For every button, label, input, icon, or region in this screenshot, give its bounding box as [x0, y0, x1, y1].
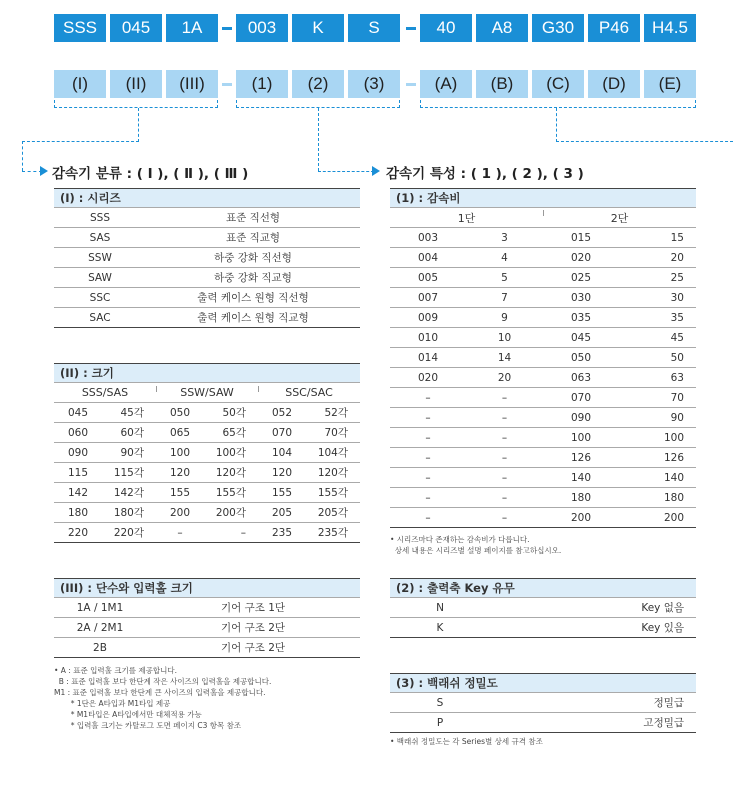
- table-cell: 070: [271, 426, 293, 439]
- table-cell: 출력 케이스 원형 직선형: [197, 292, 309, 304]
- table-cell: 1A / 1M1: [76, 601, 124, 614]
- table-row: [390, 228, 696, 248]
- table-cell: –: [501, 451, 508, 464]
- label-b: (B): [476, 70, 528, 98]
- table-cell: 15: [670, 231, 684, 244]
- table-cell: 63: [670, 371, 684, 384]
- table-cell: 9: [501, 311, 508, 324]
- table-cell: 100: [663, 431, 684, 444]
- table-row: [54, 403, 360, 423]
- table-cell: 120: [169, 466, 191, 479]
- table-cell: 기어 구조 1단: [220, 602, 286, 614]
- table-cell: 009: [417, 311, 439, 324]
- table-cell: P: [436, 716, 444, 729]
- code-stage: 1A: [166, 14, 218, 42]
- table-row: [390, 308, 696, 328]
- table-cell: 20: [497, 371, 512, 384]
- table-row: [390, 248, 696, 268]
- table-row: [390, 508, 696, 528]
- table-cell: 4: [501, 251, 508, 264]
- label-iii: (III): [166, 70, 218, 98]
- table-row: [54, 638, 360, 658]
- table-row: [390, 268, 696, 288]
- table-row: [54, 308, 360, 328]
- table-cell: SAS: [89, 231, 111, 244]
- right-section-title: 감속기 특성 : ( 1 ), ( 2 ), ( 3 ): [386, 166, 584, 182]
- stage-table: [54, 578, 360, 658]
- table-cell: 정밀급: [653, 697, 684, 709]
- table-cell: 155: [271, 486, 293, 499]
- table-row: [390, 368, 696, 388]
- table-cell: –: [425, 411, 431, 424]
- code-c: G30: [532, 14, 584, 42]
- table-cell: 하중 강화 직교형: [214, 272, 292, 284]
- table-cell: 52각: [324, 407, 348, 419]
- table-cell: SAC: [89, 311, 111, 324]
- left-section-title: 감속기 분류 : ( Ⅰ ), ( Ⅱ ), ( Ⅲ ): [52, 166, 249, 182]
- table-row: [390, 598, 696, 618]
- group-header: SSS/SAS: [81, 386, 129, 399]
- connector-line: [556, 108, 557, 142]
- key-table-title: (2) : 출력축 Key 유무: [390, 578, 696, 598]
- table-cell: 100: [570, 431, 592, 444]
- ratio-notes: • 시리즈마다 존재하는 감속비가 다릅니다. 상세 내용은 시리즈별 설명 페이지를 참고하십시오.: [390, 535, 562, 555]
- table-cell: –: [501, 511, 508, 524]
- separator: [406, 27, 416, 30]
- table-cell: 2B: [93, 641, 107, 654]
- table-cell: 155각: [317, 487, 348, 499]
- table-cell: 180각: [113, 507, 144, 519]
- table-row: [390, 468, 696, 488]
- table-cell: 126: [663, 451, 684, 464]
- table-cell: 035: [570, 311, 592, 324]
- table-cell: 90: [670, 411, 684, 424]
- ratio-table: [390, 188, 696, 528]
- stage-table-title: (III) : 단수와 입력홀 크기: [54, 578, 360, 598]
- table-row: [54, 483, 360, 503]
- size-table-title: (II) : 크기: [54, 363, 360, 383]
- code-key: K: [292, 14, 344, 42]
- table-cell: S: [436, 696, 444, 709]
- table-cell: –: [501, 491, 508, 504]
- table-cell: 50: [670, 351, 684, 364]
- table-cell: 출력 케이스 원형 직교형: [197, 312, 309, 324]
- table-cell: 205각: [317, 507, 348, 519]
- table-cell: SSW: [88, 251, 112, 264]
- table-cell: 100각: [215, 447, 246, 459]
- table-cell: 220각: [113, 527, 144, 539]
- label-d: (D): [588, 70, 640, 98]
- table-row: [390, 618, 696, 638]
- label-i: (I): [54, 70, 106, 98]
- backlash-table: [390, 673, 696, 733]
- table-cell: 065: [169, 426, 191, 439]
- table-row: [54, 463, 360, 483]
- table-cell: Key 없음: [641, 602, 684, 614]
- backlash-note: • 백래쉬 정밀도는 각 Series별 상세 규격 참조: [390, 737, 543, 746]
- label-3: (3): [348, 70, 400, 98]
- label-2: (2): [292, 70, 344, 98]
- table-row: [54, 618, 360, 638]
- group-header: SSC/SAC: [258, 386, 360, 399]
- code-e: H4.5: [644, 14, 696, 42]
- table-cell: –: [425, 471, 431, 484]
- connector-line: [22, 141, 139, 142]
- table-cell: 025: [570, 271, 592, 284]
- table-cell: 235각: [317, 527, 348, 539]
- table-cell: 100: [169, 446, 191, 459]
- table-row: [54, 228, 360, 248]
- table-cell: 기어 구조 2단: [220, 622, 286, 634]
- table-cell: 14: [497, 351, 512, 364]
- table-row: [54, 523, 360, 543]
- connector-line: [318, 171, 374, 172]
- table-cell: 126: [570, 451, 592, 464]
- series-table-title: (I) : 시리즈: [54, 188, 360, 208]
- code-series: SSS: [54, 14, 106, 42]
- table-cell: SSC: [89, 291, 111, 304]
- table-row: [390, 428, 696, 448]
- table-cell: 200각: [215, 507, 246, 519]
- connector-line: [22, 141, 23, 171]
- table-cell: 010: [417, 331, 439, 344]
- table-cell: 120각: [215, 467, 246, 479]
- code-backlash: S: [348, 14, 400, 42]
- table-row: [390, 328, 696, 348]
- table-cell: 060: [67, 426, 89, 439]
- table-cell: 003: [417, 231, 439, 244]
- table-row: [390, 348, 696, 368]
- label-c: (C): [532, 70, 584, 98]
- table-row: [54, 443, 360, 463]
- table-cell: 155: [169, 486, 191, 499]
- table-row: [54, 248, 360, 268]
- table-cell: 70각: [324, 427, 348, 439]
- table-cell: 3: [501, 231, 508, 244]
- group-header: 2단: [543, 210, 696, 226]
- table-cell: 030: [570, 291, 592, 304]
- group-header: 1단: [457, 211, 476, 225]
- code-ratio: 003: [236, 14, 288, 42]
- table-cell: 180: [663, 491, 684, 504]
- label-a: (A): [420, 70, 472, 98]
- table-cell: 020: [417, 371, 439, 384]
- table-cell: 050: [570, 351, 592, 364]
- series-table: [54, 188, 360, 328]
- table-cell: –: [501, 471, 508, 484]
- table-row: [54, 208, 360, 228]
- table-cell: 200: [663, 511, 684, 524]
- table-cell: 35: [670, 311, 684, 324]
- table-cell: 235: [271, 526, 293, 539]
- table-cell: 20: [670, 251, 684, 264]
- table-cell: 045: [570, 331, 592, 344]
- table-cell: 고정밀급: [643, 717, 684, 729]
- table-cell: SAW: [88, 271, 112, 284]
- table-row: [390, 713, 696, 733]
- arrow-right-icon: [40, 166, 48, 176]
- table-cell: –: [240, 526, 246, 539]
- table-row: [390, 408, 696, 428]
- table-cell: –: [425, 511, 431, 524]
- table-cell: 65각: [222, 427, 246, 439]
- table-cell: 120: [271, 466, 293, 479]
- table-cell: 50각: [222, 407, 246, 419]
- table-cell: 표준 직교형: [225, 232, 281, 244]
- table-cell: 104: [271, 446, 293, 459]
- table-row: [390, 693, 696, 713]
- table-cell: 070: [570, 391, 592, 404]
- table-cell: N: [436, 601, 444, 614]
- table-row: [390, 288, 696, 308]
- table-cell: 205: [271, 506, 293, 519]
- table-cell: 180: [67, 506, 89, 519]
- table-cell: –: [425, 451, 431, 464]
- table-cell: 050: [169, 406, 191, 419]
- code-b: A8: [476, 14, 528, 42]
- code-size: 045: [110, 14, 162, 42]
- table-cell: 005: [417, 271, 439, 284]
- label-e: (E): [644, 70, 696, 98]
- table-cell: –: [177, 526, 183, 539]
- table-cell: SSS: [90, 211, 110, 224]
- table-cell: 140: [663, 471, 684, 484]
- table-cell: 180: [570, 491, 592, 504]
- bracket-right: [420, 100, 696, 108]
- stage-notes: • A : 표준 입력홀 크기를 제공합니다. B : 표준 입력홀 보다 한단계 작은 사이즈의 입력홀을 제공합니다. M1 : 표준 입력홀 보다 한단계 큰 사이즈의 입력홀을 제공합니다. * 1단은 A타입과 M1타입 제공 * M1타입은 A타입에서만 대체적용 가능 * 입력홀 크기는 카탈로그 도면 페이지 C3 항목 참조: [54, 666, 272, 730]
- label-ii: (II): [110, 70, 162, 98]
- ratio-table-title: (1) : 감속비: [390, 188, 696, 208]
- table-row: [54, 268, 360, 288]
- table-cell: –: [425, 391, 431, 404]
- table-cell: K: [436, 621, 444, 634]
- table-cell: –: [425, 491, 431, 504]
- table-cell: 220: [67, 526, 89, 539]
- table-cell: –: [501, 431, 508, 444]
- table-cell: 155각: [215, 487, 246, 499]
- table-cell: 200: [570, 511, 592, 524]
- key-table: [390, 578, 696, 638]
- size-table-groups: [54, 383, 360, 403]
- table-cell: 052: [271, 406, 293, 419]
- ratio-table-groups: [390, 208, 696, 228]
- label-1: (1): [236, 70, 288, 98]
- table-row: [390, 388, 696, 408]
- connector-line: [318, 108, 319, 171]
- table-cell: 25: [670, 271, 684, 284]
- table-cell: 015: [570, 231, 592, 244]
- backlash-table-title: (3) : 백래쉬 정밀도: [390, 673, 696, 693]
- table-cell: –: [501, 411, 508, 424]
- table-cell: 10: [497, 331, 512, 344]
- table-row: [54, 598, 360, 618]
- table-cell: –: [501, 391, 508, 404]
- table-cell: 090: [67, 446, 89, 459]
- table-cell: 7: [501, 291, 508, 304]
- bracket-left: [54, 100, 218, 108]
- table-cell: 기어 구조 2단: [220, 642, 286, 654]
- table-row: [390, 488, 696, 508]
- table-cell: 063: [570, 371, 592, 384]
- connector-line: [556, 141, 733, 142]
- table-cell: 045: [67, 406, 89, 419]
- bracket-mid: [236, 100, 400, 108]
- connector-line: [138, 108, 139, 142]
- table-cell: 45각: [120, 407, 144, 419]
- table-row: [54, 503, 360, 523]
- table-cell: 60각: [120, 427, 144, 439]
- table-cell: 014: [417, 351, 439, 364]
- separator: [222, 83, 232, 86]
- table-cell: 70: [670, 391, 684, 404]
- table-cell: 115: [67, 466, 89, 479]
- arrow-right-icon: [372, 166, 380, 176]
- table-cell: –: [425, 431, 431, 444]
- table-cell: 142각: [113, 487, 144, 499]
- table-cell: 30: [670, 291, 684, 304]
- table-cell: 020: [570, 251, 592, 264]
- separator: [406, 83, 416, 86]
- table-cell: 90각: [120, 447, 144, 459]
- table-row: [54, 423, 360, 443]
- table-cell: 45: [670, 331, 684, 344]
- table-cell: 5: [501, 271, 508, 284]
- table-cell: 200: [169, 506, 191, 519]
- table-cell: Key 있음: [641, 622, 684, 634]
- size-table: [54, 363, 360, 543]
- table-row: [54, 288, 360, 308]
- code-d: P46: [588, 14, 640, 42]
- table-cell: 004: [417, 251, 439, 264]
- table-cell: 하중 강화 직선형: [214, 252, 292, 264]
- table-cell: 104각: [317, 447, 348, 459]
- table-cell: 007: [417, 291, 439, 304]
- table-cell: 090: [570, 411, 592, 424]
- group-header: SSW/SAW: [156, 386, 258, 399]
- table-row: [390, 448, 696, 468]
- connector-line: [22, 171, 42, 172]
- table-cell: 140: [570, 471, 592, 484]
- separator: [222, 27, 232, 30]
- code-a: 40: [420, 14, 472, 42]
- table-cell: 표준 직선형: [225, 212, 281, 224]
- table-cell: 142: [67, 486, 89, 499]
- table-cell: 120각: [317, 467, 348, 479]
- table-cell: 115각: [113, 467, 144, 479]
- table-cell: 2A / 2M1: [76, 621, 124, 634]
